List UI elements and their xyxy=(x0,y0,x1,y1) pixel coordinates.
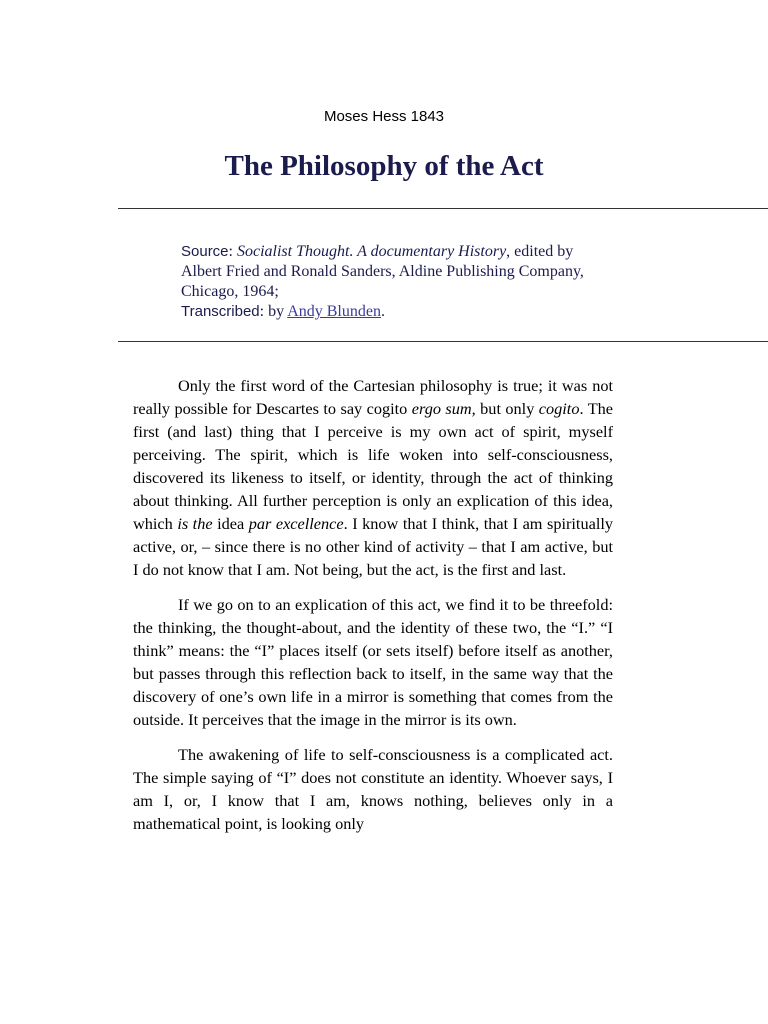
paragraph-1-italic-is-the: is the xyxy=(177,514,213,533)
page-title: The Philosophy of the Act xyxy=(224,150,544,182)
top-divider xyxy=(118,208,768,209)
paragraph-1-text-a: Only the first word of the Cartesian philosophy is true; it was not really possible for Descartes to say cogito xyxy=(133,376,613,418)
transcriber-link[interactable]: Andy Blunden xyxy=(287,303,381,320)
paragraph-2: If we go on to an explication of this act, we find it to be threefold: the thinking, the thought-about, and the identity of these two, the “I.” “I think” means: the “I” places itself (or sets itself) before itself as another, but passes through this reflection back to itself, in the same way that the discovery of one’s own life in a mirror is something that comes from the outside. It perceives that the image in the mirror is its own. xyxy=(133,595,613,729)
source-work-title: Socialist Thought. A documentary History xyxy=(236,243,507,260)
source-label: Source xyxy=(181,243,229,260)
source-publication-details: edited by Albert Fried and Ronald Sanders, Aldine Publishing Company, Chicago, 1964; xyxy=(181,243,584,300)
paragraph-1-italic-ergo-sum: ergo sum, xyxy=(411,399,476,418)
transcribed-label: Transcribed xyxy=(181,303,260,320)
paragraph-1-italic-par-excellence: par excellence xyxy=(248,514,344,533)
paragraph-1-italic-cogito: cogito xyxy=(538,399,580,418)
bottom-divider xyxy=(118,341,768,342)
article-body xyxy=(133,374,613,847)
paragraph-1-text-c: but only xyxy=(475,399,539,418)
source-colon: : xyxy=(228,243,237,260)
transcribed-period: . xyxy=(380,303,385,320)
paragraph-3: The awakening of life to self-consciousness is a complicated act. The simple saying of “I” does not constitute an identity. Whoever says, I am I, or, I know that I am, knows nothing, believes only in a mathematical point, is looking only xyxy=(133,745,613,833)
author-year-line: Moses Hess 1843 xyxy=(323,108,445,125)
source-info xyxy=(181,242,601,322)
paragraph-1-text-e: . The first (and last) thing that I perceive is my own act of spirit, myself perceiving. The spirit, which is life woken into self-consciousness, discovered its likeness to itself, or identity, through the act of thinking about thinking. All further perception is only an explication of this idea, which xyxy=(133,399,613,533)
source-comma: , xyxy=(506,243,511,260)
paragraph-1-text-i: . I know that I think, that I am spiritually active, or, – since there is no other kind of activity – that I am active, but I do not know that I am. Not being, but the act, is the first and last. xyxy=(133,514,614,579)
paragraph-1 xyxy=(133,374,613,581)
paragraph-1-text-g: idea xyxy=(212,514,249,533)
transcribed-by-text: : by xyxy=(259,303,288,320)
